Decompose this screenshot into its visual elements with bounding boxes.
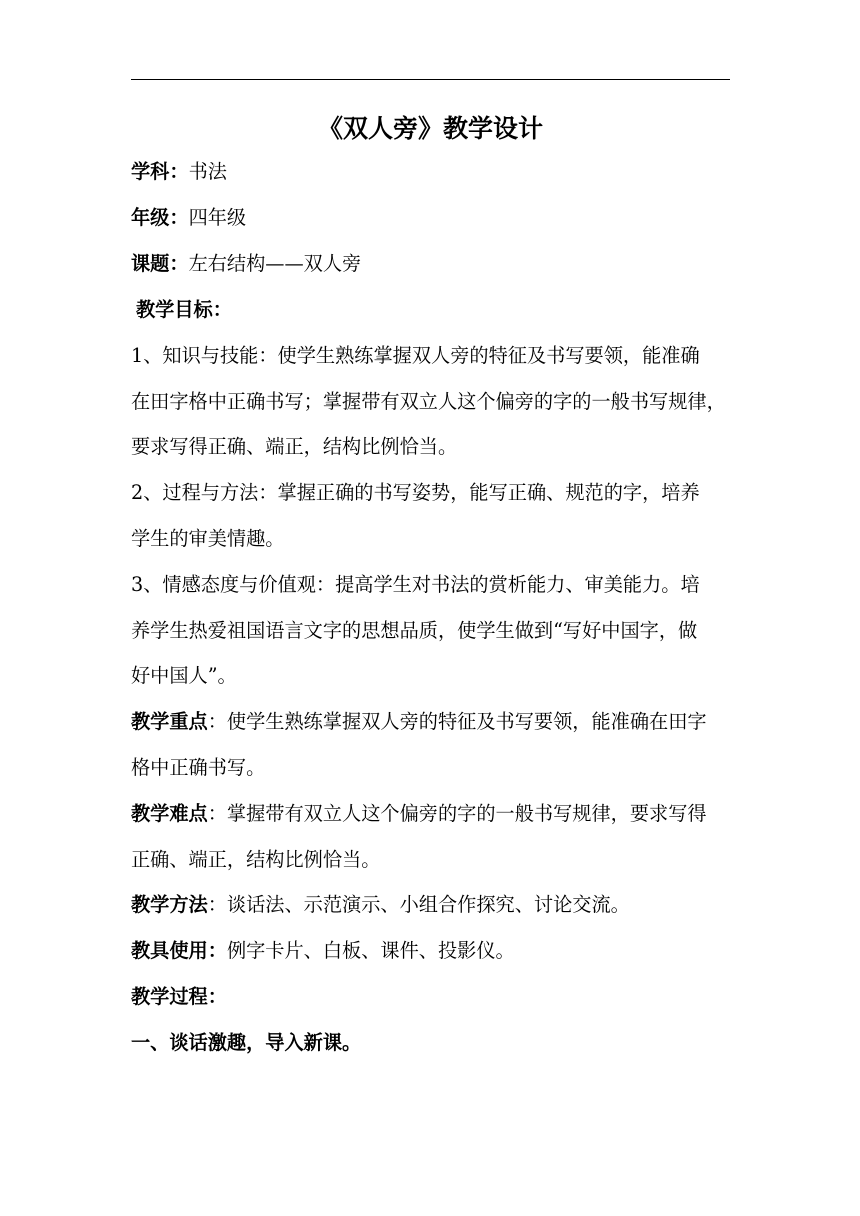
subject-label: 学科： bbox=[131, 160, 189, 183]
section-1-heading: 一、谈话激趣，导入新课。 bbox=[131, 1031, 362, 1054]
objective-3-line-1: 3、情感态度与价值观：提高学生对书法的赏析能力、审美能力。培 bbox=[131, 573, 700, 596]
tools-label: 教具使用： bbox=[131, 939, 227, 962]
difficulties-line-1: ：掌握带有双立人这个偏旁的字的一般书写规律，要求写得 bbox=[207, 802, 707, 825]
grade-label: 年级： bbox=[131, 206, 189, 229]
key-points-line-2: 格中正确书写。 bbox=[131, 756, 266, 779]
topic-row bbox=[131, 250, 361, 278]
objective-1-line-2: 在田字格中正确书写；掌握带有双立人这个偏旁的字的一般书写规律， bbox=[131, 390, 726, 413]
key-points-line-1: ：使学生熟练掌握双人旁的特征及书写要领，能准确在田字 bbox=[207, 710, 707, 733]
tools-value: 例字卡片、白板、课件、投影仪。 bbox=[226, 939, 515, 962]
methods-label: 教学方法 bbox=[131, 893, 208, 916]
subject-value: 书法 bbox=[188, 160, 227, 183]
subject-row bbox=[131, 158, 227, 186]
header-rule bbox=[131, 79, 730, 80]
difficulties-line-2: 正确、端正，结构比例恰当。 bbox=[131, 848, 381, 871]
key-points-label: 教学重点 bbox=[131, 710, 208, 733]
topic-label: 课题： bbox=[131, 252, 189, 275]
document-title: 《双人旁》教学设计 bbox=[317, 114, 543, 143]
objectives-heading: 教学目标： bbox=[136, 298, 232, 321]
process-heading: 教学过程： bbox=[131, 985, 227, 1008]
difficulties-label: 教学难点 bbox=[131, 802, 208, 825]
tools-row bbox=[131, 937, 515, 965]
methods-value: ：谈话法、示范演示、小组合作探究、讨论交流。 bbox=[207, 893, 630, 916]
methods-row bbox=[131, 891, 630, 919]
topic-value: 左右结构——双人旁 bbox=[188, 252, 362, 275]
grade-row bbox=[131, 204, 246, 232]
objective-2-line-1: 2、过程与方法：掌握正确的书写姿势，能写正确、规范的字，培养 bbox=[131, 481, 700, 504]
objective-1-line-3: 要求写得正确、端正，结构比例恰当。 bbox=[131, 435, 458, 458]
key-points-row bbox=[131, 708, 707, 736]
objective-3-line-3: 好中国人”。 bbox=[131, 664, 237, 687]
grade-value: 四年级 bbox=[188, 206, 247, 229]
objective-3-line-2: 养学生热爱祖国语言文字的思想品质，使学生做到“写好中国字，做 bbox=[131, 619, 698, 642]
objective-1-line-1: 1、知识与技能：使学生熟练掌握双人旁的特征及书写要领，能准确 bbox=[131, 344, 700, 367]
objective-2-line-2: 学生的审美情趣。 bbox=[131, 527, 285, 550]
difficulties-row bbox=[131, 800, 707, 828]
